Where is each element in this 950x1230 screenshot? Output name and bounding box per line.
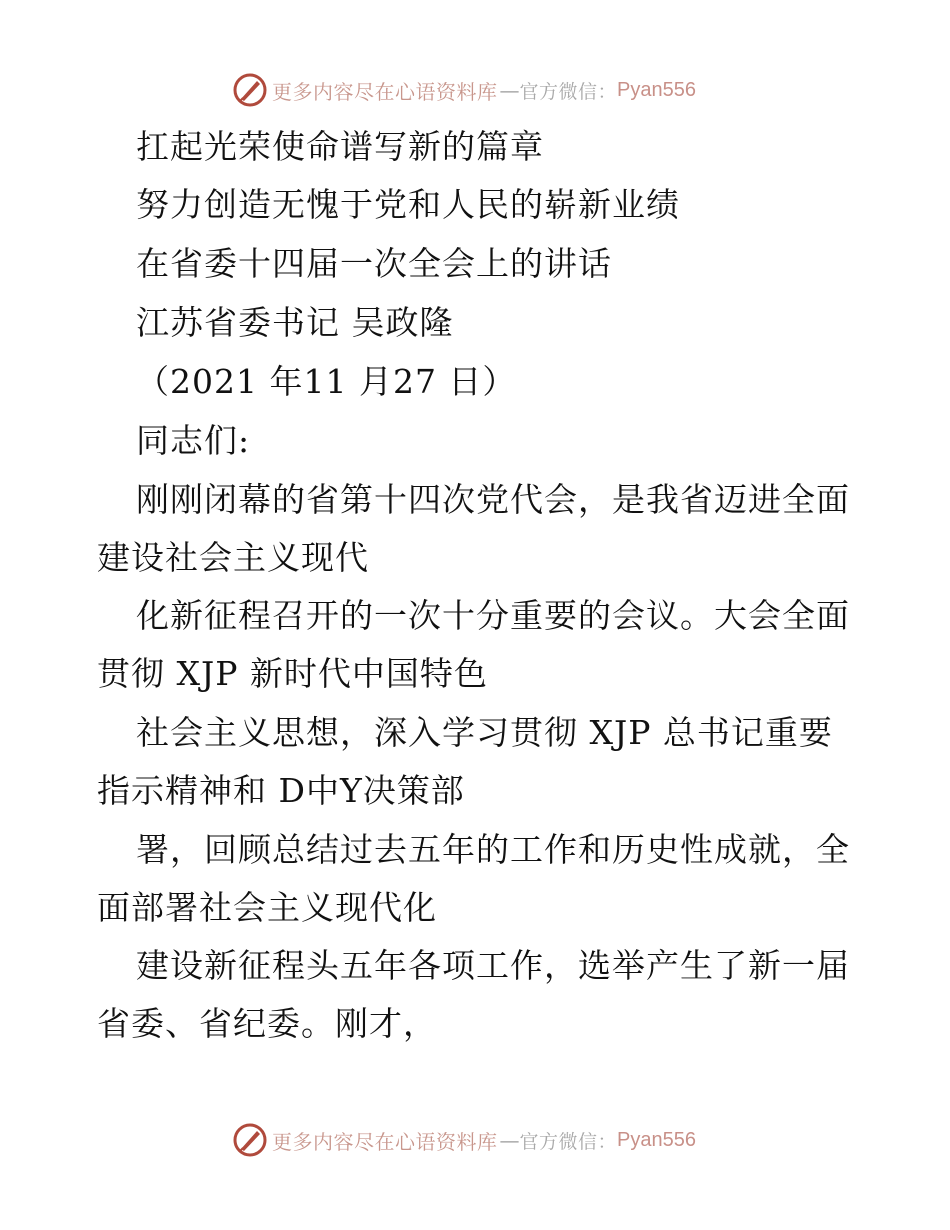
text-line: 建设新征程头五年各项工作，选举产生了新一届 <box>136 946 850 985</box>
watermark-footer <box>232 1120 696 1160</box>
text-line: 化新征程召开的一次十分重要的会议。大会全面 <box>136 596 850 635</box>
text-line: 署，回顾总结过去五年的工作和历史性成就，全 <box>136 830 850 869</box>
watermark-title: 更多内容尽在心语资料库 <box>272 79 498 104</box>
watermark-wechat-id: Pyan556 <box>617 78 696 101</box>
quill-logo-icon <box>232 72 268 108</box>
text-line: 建设社会主义现代 <box>97 538 369 577</box>
doc-title: 扛起光荣使命谱写新的篇章 <box>136 127 544 166</box>
quill-logo-icon <box>232 1122 268 1158</box>
doc-salutation: 同志们: <box>136 421 251 460</box>
text-line: 面部署社会主义现代化 <box>97 888 437 927</box>
text-line: 刚刚闭幕的省第十四次党代会，是我省迈进全面 <box>136 480 850 519</box>
text-line: 省委、省纪委。刚才， <box>97 1004 437 1043</box>
watermark-contact-label: 官方微信： <box>519 80 618 103</box>
watermark-contact-label: 官方微信： <box>519 1130 618 1153</box>
watermark-wechat-id: Pyan556 <box>617 1128 696 1151</box>
watermark-title: 更多内容尽在心语资料库 <box>272 1129 498 1154</box>
watermark-dash: — <box>499 78 520 102</box>
doc-author: 江苏省委书记 吴政隆 <box>136 303 454 342</box>
text-line: 指示精神和 D中Y决策部 <box>97 771 465 810</box>
doc-subtitle: 努力创造无愧于党和人民的崭新业绩 <box>136 185 680 224</box>
watermark-dash: — <box>499 1128 520 1152</box>
watermark-header <box>232 70 696 110</box>
doc-date: （2021 年11 月27 日） <box>136 362 517 401</box>
text-line: 贯彻 XJP 新时代中国特色 <box>97 654 488 693</box>
text-line: 社会主义思想，深入学习贯彻 XJP 总书记重要 <box>136 713 833 752</box>
doc-occasion: 在省委十四届一次全会上的讲话 <box>136 244 612 283</box>
